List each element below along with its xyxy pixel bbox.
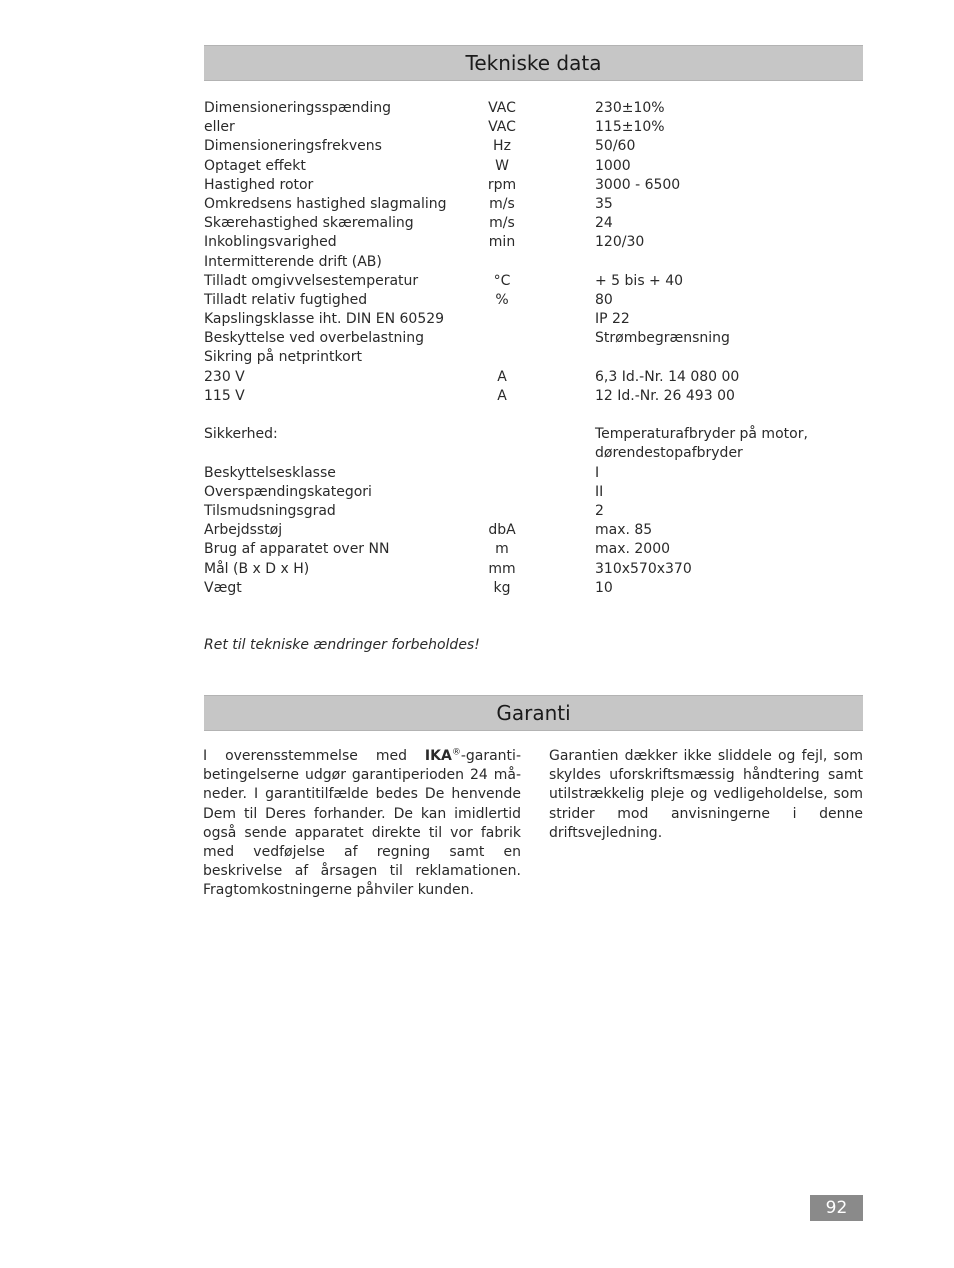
warranty-text-right: Garantien dækker ikke sliddele og fejl, som skyldes uforskriftsmæssig håndtering samt utilstrækkelig pleje og vedligeholdelse, som strider mod anvisningerne i denne driftsvejledning. [549, 748, 863, 841]
spec-row [204, 157, 863, 176]
spec-row [204, 214, 863, 233]
spec-label: Sikring på netprintkort [204, 349, 362, 366]
warranty-text-prefix: I overensstemmelse med [203, 748, 425, 764]
spec-label: Tilladt relativ fugtighed [204, 291, 368, 308]
page-number: 92 [810, 1195, 863, 1221]
technical-changes-note: Ret til tekniske ændringer forbeholdes! [204, 637, 480, 653]
spec-value: 24 [595, 215, 613, 232]
spec-unit: rpm [487, 176, 517, 193]
spec-row [204, 387, 863, 406]
spec-unit: W [495, 157, 509, 174]
spec-row [204, 329, 863, 348]
spec-row [204, 348, 863, 367]
spec-label: Inkoblingsvarighed [204, 234, 337, 251]
spec-unit: m [495, 541, 509, 558]
spec-unit: A [497, 368, 507, 385]
spec-label: Mål (B x D x H) [204, 560, 310, 577]
spec-value-line: Temperaturafbryder på motor, [595, 426, 808, 443]
spec-value: 115±10% [595, 119, 665, 136]
spec-unit: °C [493, 272, 511, 289]
technical-data-table [204, 99, 863, 598]
spec-row-spacer [204, 406, 863, 425]
spec-label: Beskyttelsesklasse [204, 464, 336, 481]
spec-row [204, 310, 863, 329]
spec-unit: A [497, 387, 507, 404]
spec-value: 120/30 [595, 234, 645, 251]
spec-row [204, 425, 863, 463]
registered-mark: ® [451, 747, 461, 758]
spec-value: 35 [595, 195, 613, 212]
spec-value: 12 Id.-Nr. 26 493 00 [595, 387, 735, 404]
spec-unit: mm [488, 560, 516, 577]
spec-value: 10 [595, 579, 613, 596]
spec-label: Sikkerhed: [204, 426, 278, 443]
spec-row [204, 99, 863, 118]
spec-value: max. 2000 [595, 541, 671, 558]
spec-label: Brug af apparatet over NN [204, 541, 390, 558]
spec-unit: % [495, 291, 509, 308]
spec-row [204, 137, 863, 156]
spec-value: II [595, 483, 604, 500]
spec-unit: VAC [488, 119, 516, 136]
spec-label: Optaget effekt [204, 157, 306, 174]
spec-unit: kg [493, 579, 511, 596]
spec-unit: Hz [493, 138, 511, 155]
spec-label: Skærehastighed skæremaling [204, 215, 414, 232]
spec-label: Overspændingskategori [204, 483, 372, 500]
spec-value: 80 [595, 291, 613, 308]
spec-label: Intermitterende drift (AB) [204, 253, 382, 270]
spec-label: Tilsmudsningsgrad [204, 502, 336, 519]
spec-value: max. 85 [595, 522, 653, 539]
spec-label: eller [204, 119, 235, 136]
spec-value: 230±10% [595, 100, 665, 116]
section-title-technical-data: Tekniske data [204, 45, 863, 81]
spec-row [204, 176, 863, 195]
spec-value: Strømbegrænsning [595, 330, 730, 347]
spec-row [204, 195, 863, 214]
spec-row [204, 118, 863, 137]
spec-value: 1000 [595, 157, 631, 174]
spec-label: Vægt [204, 579, 242, 596]
spec-row [204, 483, 863, 502]
spec-label: Dimensioneringsspænding [204, 100, 392, 116]
spec-value: 6,3 Id.-Nr. 14 080 00 [595, 368, 740, 385]
spec-row [204, 368, 863, 387]
spec-value: + 5 bis + 40 [595, 272, 684, 289]
spec-row [204, 253, 863, 272]
spec-value [595, 425, 808, 463]
spec-row [204, 464, 863, 483]
spec-unit: min [488, 234, 516, 251]
spec-row [204, 579, 863, 598]
spec-value: I [595, 464, 600, 481]
spec-value: 2 [595, 502, 604, 519]
spec-label: Hastighed rotor [204, 176, 314, 193]
spec-value: 50/60 [595, 138, 636, 155]
spec-row [204, 560, 863, 579]
spec-label: Kapslingsklasse iht. DIN EN 60529 [204, 311, 445, 328]
spec-row [204, 502, 863, 521]
spec-label: 230 V [204, 368, 245, 385]
spec-label: Beskyttelse ved overbelastning [204, 330, 424, 347]
spec-unit: m/s [489, 195, 515, 212]
spec-unit: m/s [489, 215, 515, 232]
spec-row [204, 521, 863, 540]
spec-row [204, 233, 863, 252]
spec-value-line: dørendestopafbryder [595, 445, 743, 462]
spec-row [204, 291, 863, 310]
spec-label: Dimensioneringsfrekvens [204, 138, 382, 155]
spec-row [204, 272, 863, 291]
spec-label: Tilladt omgivvelsestemperatur [204, 272, 419, 289]
spec-row [204, 540, 863, 559]
warranty-text-body: -garantibetingelserne udgør garantiperioden 24 måneder. I garantitilfælde bedes De henvende Dem til Deres forhander. De kan imidlertid også sende apparatet direkte til vor fabrik med vedføjelse af regning samt en beskrivelse af årsagen til reklamationen. Fragtomkostningerne påhviler kunden. [203, 748, 521, 899]
spec-unit: dbA [488, 522, 516, 539]
spec-value: 3000 - 6500 [595, 176, 681, 193]
brand-name: IKA [424, 748, 452, 764]
spec-value: 310x570x370 [595, 560, 692, 577]
spec-value: IP 22 [595, 311, 630, 328]
spec-label: 115 V [204, 387, 245, 404]
spec-label: Arbejdsstøj [204, 522, 283, 539]
spec-label: Omkredsens hastighed slagmaling [204, 195, 447, 212]
section-title-warranty: Garanti [204, 695, 863, 731]
warranty-text-left [203, 747, 521, 901]
spec-unit: VAC [488, 100, 516, 116]
